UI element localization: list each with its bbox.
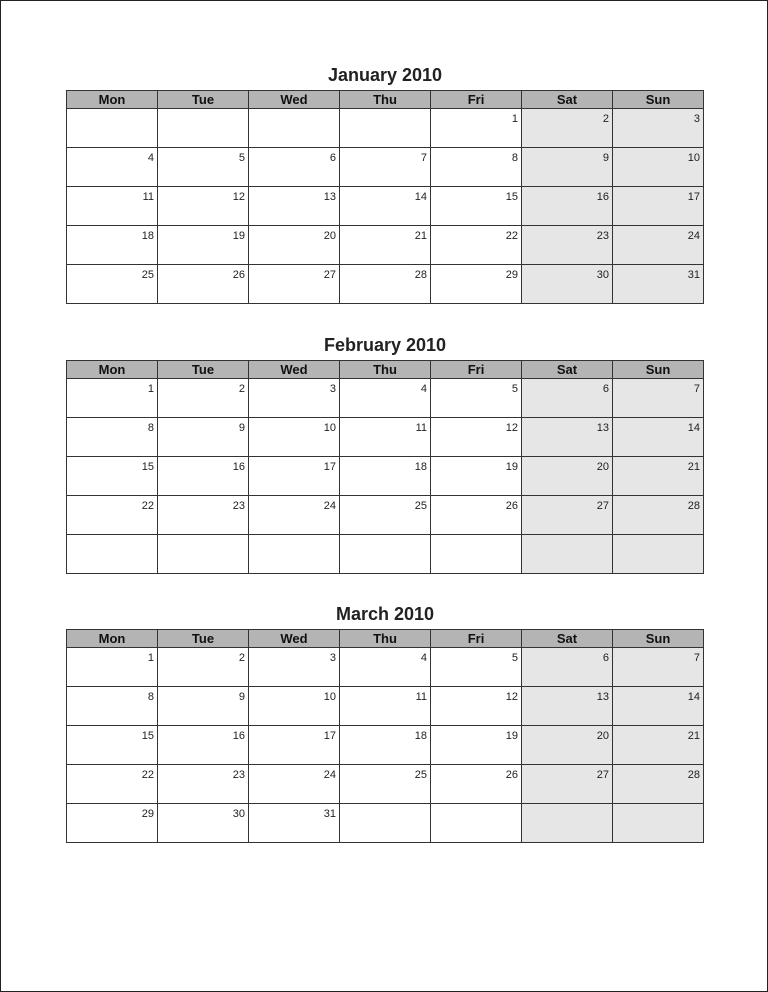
- day-cell: [67, 109, 158, 148]
- day-number: 16: [596, 191, 609, 203]
- day-number: 20: [323, 230, 336, 242]
- day-number: 12: [505, 691, 518, 703]
- day-cell: [431, 726, 522, 765]
- day-cell: [67, 379, 158, 418]
- day-number: 18: [141, 230, 154, 242]
- day-cell: [431, 226, 522, 265]
- day-number: 11: [415, 691, 427, 703]
- weekday-header: Wed: [249, 91, 340, 109]
- weekend-day-cell: [522, 648, 613, 687]
- day-cell: [431, 418, 522, 457]
- day-cell: [431, 687, 522, 726]
- day-number: 6: [602, 383, 609, 395]
- day-cell: [67, 148, 158, 187]
- day-cell: [67, 418, 158, 457]
- weekday-header-row: [67, 630, 704, 648]
- day-number: [340, 535, 430, 539]
- day-number: 31: [687, 269, 700, 281]
- day-cell: [158, 226, 249, 265]
- weekend-day-cell: [613, 765, 704, 804]
- day-cell: [249, 418, 340, 457]
- weekday-header: Sat: [522, 91, 613, 109]
- day-number: 7: [693, 383, 700, 395]
- day-cell: [67, 535, 158, 574]
- weekend-day-cell: [522, 535, 613, 574]
- day-number: 25: [141, 269, 154, 281]
- day-number: 25: [414, 769, 427, 781]
- day-number: 28: [687, 769, 700, 781]
- day-cell: [431, 457, 522, 496]
- day-cell: [249, 457, 340, 496]
- day-number: [67, 535, 157, 539]
- day-number: [67, 109, 157, 113]
- day-number: 27: [596, 500, 609, 512]
- day-number: 21: [687, 461, 700, 473]
- week-row: [67, 726, 704, 765]
- day-cell: [67, 726, 158, 765]
- weekday-header: Tue: [158, 361, 249, 379]
- day-number: 24: [687, 230, 700, 242]
- weekday-header: Tue: [158, 91, 249, 109]
- day-number: [431, 804, 521, 808]
- weekend-day-cell: [613, 187, 704, 226]
- day-number: 13: [596, 691, 609, 703]
- day-number: 27: [596, 769, 609, 781]
- day-number: 28: [414, 269, 427, 281]
- day-cell: [431, 187, 522, 226]
- week-row: [67, 648, 704, 687]
- week-row: [67, 765, 704, 804]
- day-cell: [249, 648, 340, 687]
- day-cell: [340, 496, 431, 535]
- weekday-header: Mon: [67, 91, 158, 109]
- day-number: 28: [687, 500, 700, 512]
- day-cell: [158, 265, 249, 304]
- weekday-header: Thu: [340, 630, 431, 648]
- day-number: [340, 109, 430, 113]
- weekend-day-cell: [613, 379, 704, 418]
- day-cell: [67, 265, 158, 304]
- day-cell: [158, 418, 249, 457]
- day-cell: [431, 535, 522, 574]
- day-cell: [158, 804, 249, 843]
- weekend-day-cell: [522, 804, 613, 843]
- day-number: 12: [505, 422, 518, 434]
- weekday-header-row: [67, 361, 704, 379]
- day-number: 24: [323, 769, 336, 781]
- month-march: [66, 599, 704, 843]
- day-number: 9: [602, 152, 609, 164]
- day-cell: [431, 379, 522, 418]
- week-row: [67, 148, 704, 187]
- day-number: 6: [329, 152, 336, 164]
- day-cell: [249, 265, 340, 304]
- day-number: 22: [505, 230, 518, 242]
- day-number: 15: [141, 730, 154, 742]
- weekday-header: Fri: [431, 630, 522, 648]
- weekend-day-cell: [522, 765, 613, 804]
- day-number: 30: [596, 269, 609, 281]
- day-number: 11: [142, 191, 154, 203]
- day-number: 5: [511, 652, 518, 664]
- week-row: [67, 187, 704, 226]
- week-row: [67, 804, 704, 843]
- day-number: [431, 535, 521, 539]
- weekday-header: Wed: [249, 361, 340, 379]
- day-number: 10: [687, 152, 700, 164]
- weekday-header: Sun: [613, 91, 704, 109]
- month-title: February 2010: [323, 335, 447, 355]
- day-number: 4: [147, 152, 154, 164]
- weekday-header: Fri: [431, 91, 522, 109]
- day-number: 19: [232, 230, 245, 242]
- day-number: 3: [329, 652, 336, 664]
- day-cell: [249, 535, 340, 574]
- day-cell: [249, 226, 340, 265]
- weekend-day-cell: [522, 418, 613, 457]
- day-cell: [340, 726, 431, 765]
- day-cell: [249, 687, 340, 726]
- day-number: 8: [511, 152, 518, 164]
- day-number: 19: [505, 461, 518, 473]
- day-number: 4: [420, 383, 427, 395]
- month-body: [67, 379, 704, 574]
- day-number: 2: [238, 383, 245, 395]
- day-cell: [158, 496, 249, 535]
- day-cell: [67, 187, 158, 226]
- week-row: [67, 226, 704, 265]
- day-cell: [67, 765, 158, 804]
- day-number: 21: [687, 730, 700, 742]
- day-number: 2: [602, 113, 609, 125]
- day-cell: [340, 109, 431, 148]
- day-number: 27: [323, 269, 336, 281]
- day-cell: [340, 535, 431, 574]
- day-cell: [249, 765, 340, 804]
- weekend-day-cell: [522, 265, 613, 304]
- day-number: 23: [232, 769, 245, 781]
- week-row: [67, 535, 704, 574]
- day-number: 23: [232, 500, 245, 512]
- month-february: [66, 330, 704, 574]
- week-row: [67, 379, 704, 418]
- day-cell: [340, 265, 431, 304]
- day-number: 26: [505, 769, 518, 781]
- day-cell: [158, 535, 249, 574]
- day-number: 13: [323, 191, 336, 203]
- day-number: 17: [687, 191, 700, 203]
- weekday-header: Fri: [431, 361, 522, 379]
- day-number: 1: [147, 383, 154, 395]
- weekend-day-cell: [522, 187, 613, 226]
- day-cell: [340, 226, 431, 265]
- day-number: 16: [232, 461, 245, 473]
- day-number: 10: [323, 691, 336, 703]
- day-cell: [431, 804, 522, 843]
- weekday-header: Thu: [340, 91, 431, 109]
- day-number: 5: [511, 383, 518, 395]
- day-number: 22: [141, 769, 154, 781]
- day-number: 1: [147, 652, 154, 664]
- weekday-header: Mon: [67, 630, 158, 648]
- day-number: 14: [414, 191, 427, 203]
- day-cell: [431, 648, 522, 687]
- day-number: 25: [414, 500, 427, 512]
- day-cell: [158, 109, 249, 148]
- day-number: 7: [693, 652, 700, 664]
- weekday-header: Sun: [613, 630, 704, 648]
- weekday-header: Sat: [522, 361, 613, 379]
- day-number: 3: [329, 383, 336, 395]
- day-number: [522, 535, 612, 539]
- weekend-day-cell: [613, 457, 704, 496]
- day-cell: [340, 804, 431, 843]
- weekend-day-cell: [522, 379, 613, 418]
- week-row: [67, 418, 704, 457]
- weekend-day-cell: [613, 648, 704, 687]
- day-number: [340, 804, 430, 808]
- week-row: [67, 109, 704, 148]
- day-cell: [340, 687, 431, 726]
- weekend-day-cell: [522, 496, 613, 535]
- day-cell: [340, 418, 431, 457]
- day-number: 29: [141, 808, 154, 820]
- day-cell: [340, 648, 431, 687]
- day-cell: [431, 148, 522, 187]
- month-body: [67, 648, 704, 843]
- day-number: 18: [414, 461, 427, 473]
- weekday-header: Sun: [613, 361, 704, 379]
- day-number: 7: [420, 152, 427, 164]
- day-number: 30: [232, 808, 245, 820]
- weekend-day-cell: [613, 535, 704, 574]
- day-number: 20: [596, 461, 609, 473]
- day-cell: [431, 109, 522, 148]
- day-cell: [158, 379, 249, 418]
- day-number: 18: [414, 730, 427, 742]
- weekend-day-cell: [613, 148, 704, 187]
- week-row: [67, 687, 704, 726]
- week-row: [67, 457, 704, 496]
- weekend-day-cell: [613, 726, 704, 765]
- weekend-day-cell: [522, 226, 613, 265]
- day-cell: [158, 148, 249, 187]
- day-cell: [158, 187, 249, 226]
- day-number: 11: [415, 422, 427, 434]
- weekend-day-cell: [522, 726, 613, 765]
- day-number: [522, 804, 612, 808]
- weekend-day-cell: [613, 496, 704, 535]
- day-cell: [158, 687, 249, 726]
- month-title: January 2010: [327, 65, 443, 85]
- day-number: 17: [323, 461, 336, 473]
- weekend-day-cell: [522, 457, 613, 496]
- day-cell: [158, 648, 249, 687]
- day-cell: [431, 765, 522, 804]
- week-row: [67, 265, 704, 304]
- day-number: [613, 804, 703, 808]
- day-cell: [249, 148, 340, 187]
- weekend-day-cell: [613, 418, 704, 457]
- day-number: 12: [232, 191, 245, 203]
- day-number: [158, 109, 248, 113]
- day-number: 5: [238, 152, 245, 164]
- day-number: 22: [141, 500, 154, 512]
- month-title: March 2010: [335, 604, 435, 624]
- day-cell: [431, 496, 522, 535]
- week-row: [67, 496, 704, 535]
- day-cell: [67, 648, 158, 687]
- day-cell: [158, 457, 249, 496]
- day-number: 15: [141, 461, 154, 473]
- weekday-header: Thu: [340, 361, 431, 379]
- day-number: 26: [232, 269, 245, 281]
- day-number: [249, 535, 339, 539]
- day-cell: [67, 457, 158, 496]
- weekday-header: Mon: [67, 361, 158, 379]
- weekend-day-cell: [613, 226, 704, 265]
- weekend-day-cell: [613, 804, 704, 843]
- day-number: 14: [687, 691, 700, 703]
- day-number: 10: [323, 422, 336, 434]
- day-number: [613, 535, 703, 539]
- day-cell: [340, 457, 431, 496]
- weekend-day-cell: [522, 687, 613, 726]
- month-grid: [66, 90, 704, 304]
- day-number: 15: [505, 191, 518, 203]
- weekend-day-cell: [522, 109, 613, 148]
- day-number: 6: [602, 652, 609, 664]
- day-number: [158, 535, 248, 539]
- day-number: 21: [414, 230, 427, 242]
- month-january: [66, 60, 704, 304]
- weekend-day-cell: [522, 148, 613, 187]
- weekday-header: Tue: [158, 630, 249, 648]
- day-number: 26: [505, 500, 518, 512]
- month-grid: [66, 360, 704, 574]
- weekday-header-row: [67, 91, 704, 109]
- day-cell: [340, 187, 431, 226]
- day-cell: [158, 765, 249, 804]
- day-cell: [67, 687, 158, 726]
- day-number: 20: [596, 730, 609, 742]
- day-number: 23: [596, 230, 609, 242]
- day-cell: [340, 379, 431, 418]
- month-body: [67, 109, 704, 304]
- day-number: 8: [147, 422, 154, 434]
- day-number: 4: [420, 652, 427, 664]
- day-cell: [67, 496, 158, 535]
- day-number: 16: [232, 730, 245, 742]
- day-number: 31: [323, 808, 336, 820]
- day-cell: [249, 496, 340, 535]
- day-cell: [340, 148, 431, 187]
- day-cell: [158, 726, 249, 765]
- day-number: 13: [596, 422, 609, 434]
- day-number: 8: [147, 691, 154, 703]
- weekend-day-cell: [613, 265, 704, 304]
- month-grid: [66, 629, 704, 843]
- day-cell: [67, 804, 158, 843]
- day-cell: [340, 765, 431, 804]
- day-number: 24: [323, 500, 336, 512]
- day-number: 9: [238, 422, 245, 434]
- day-number: 1: [511, 113, 518, 125]
- weekend-day-cell: [613, 109, 704, 148]
- day-number: 29: [505, 269, 518, 281]
- day-cell: [249, 109, 340, 148]
- weekday-header: Sat: [522, 630, 613, 648]
- day-number: 17: [323, 730, 336, 742]
- weekend-day-cell: [613, 687, 704, 726]
- day-number: [249, 109, 339, 113]
- day-cell: [431, 265, 522, 304]
- day-cell: [67, 226, 158, 265]
- day-number: 9: [238, 691, 245, 703]
- day-number: 3: [693, 113, 700, 125]
- day-number: 2: [238, 652, 245, 664]
- day-cell: [249, 379, 340, 418]
- day-cell: [249, 804, 340, 843]
- weekday-header: Wed: [249, 630, 340, 648]
- day-cell: [249, 726, 340, 765]
- day-number: 14: [687, 422, 700, 434]
- day-cell: [249, 187, 340, 226]
- day-number: 19: [505, 730, 518, 742]
